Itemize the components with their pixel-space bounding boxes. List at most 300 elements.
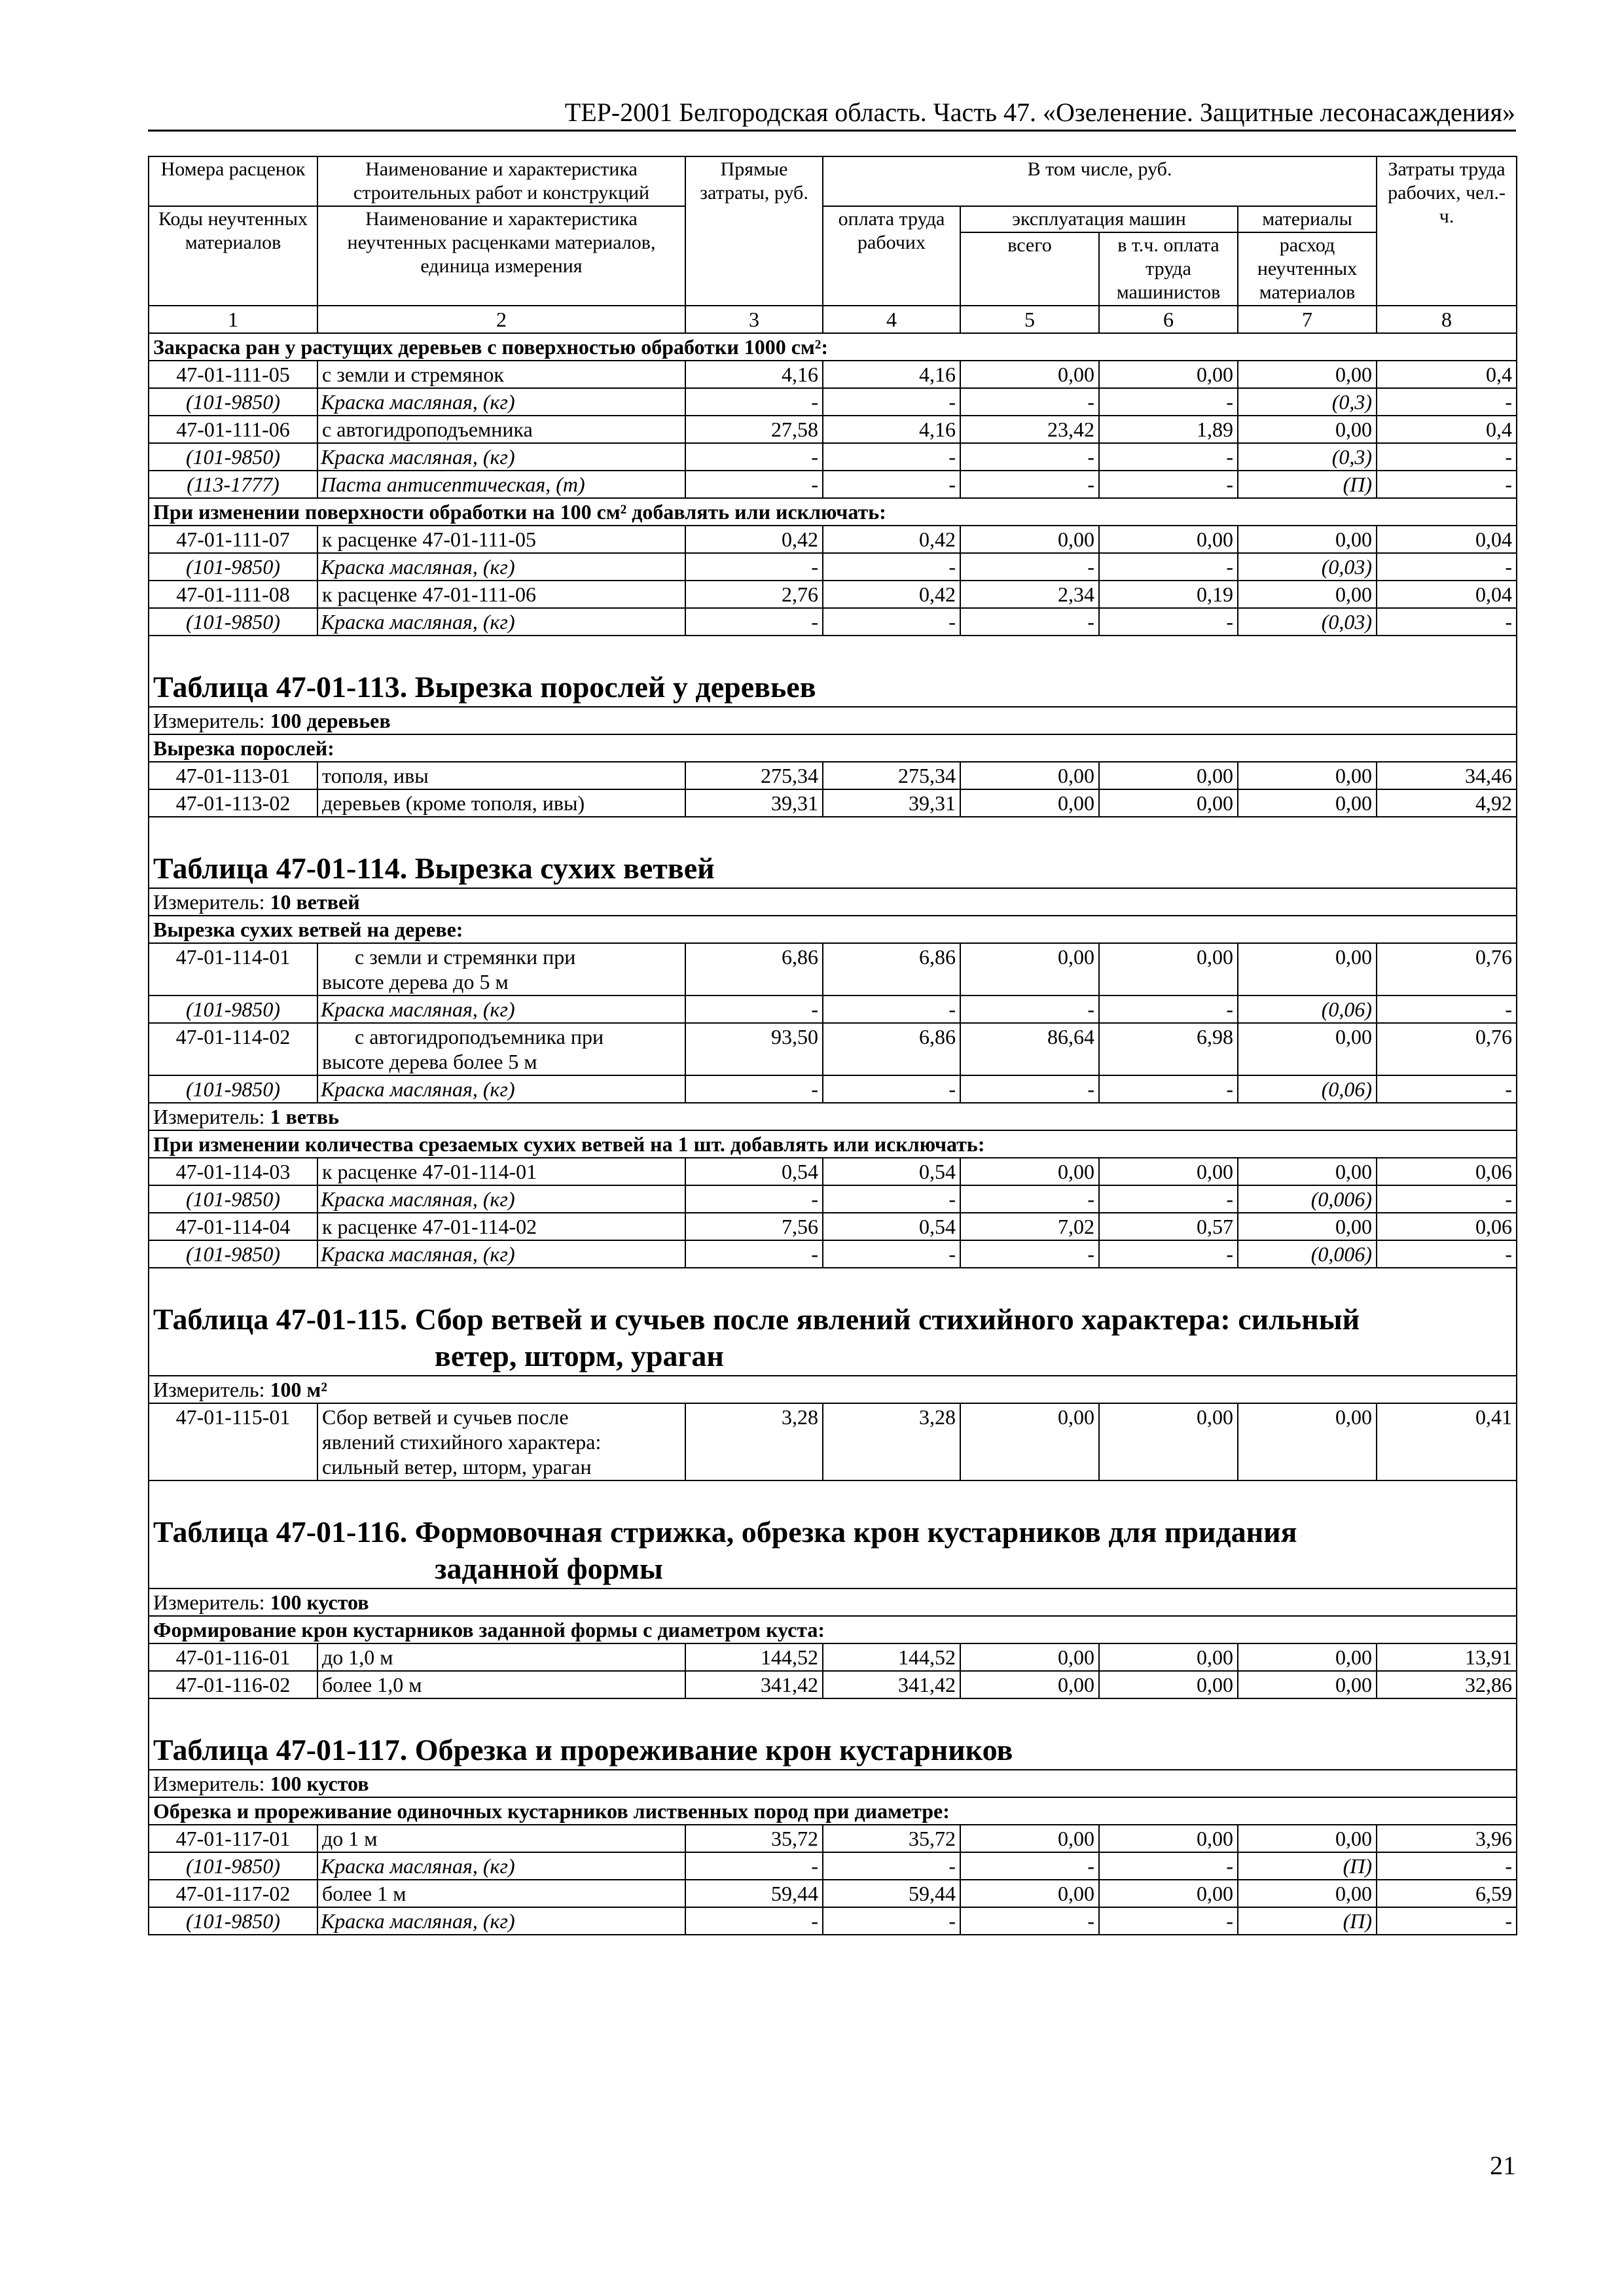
rate-code-cell: (101-9850) xyxy=(149,996,317,1023)
table-row xyxy=(149,1643,1517,1671)
machinist-pay-cell: - xyxy=(1099,1240,1238,1268)
materials-use-cell: 0,00 xyxy=(1238,416,1377,443)
machines-total-cell: 0,00 xyxy=(960,361,1099,388)
labor-pay-cell: 59,44 xyxy=(823,1880,960,1907)
direct-cost-cell: 6,86 xyxy=(685,943,823,996)
table-title-row xyxy=(149,1480,1517,1588)
measure-row xyxy=(149,1588,1517,1616)
description-cell: Краска масляная, (кг) xyxy=(317,388,685,416)
machinist-pay-cell: 0,57 xyxy=(1099,1213,1238,1240)
table-row xyxy=(149,1023,1517,1075)
table-row xyxy=(149,1907,1517,1935)
direct-cost-cell: 3,28 xyxy=(685,1403,823,1480)
table-row xyxy=(149,996,1517,1023)
table-row xyxy=(149,789,1517,817)
labor-hours-cell: 32,86 xyxy=(1377,1671,1517,1698)
description-cell: к расценке 47-01-114-01 xyxy=(317,1158,685,1185)
description-cell: к расценке 47-01-111-06 xyxy=(317,581,685,608)
description-line: Сбор ветвей и сучьев после xyxy=(322,1405,569,1429)
labor-pay-cell: - xyxy=(823,388,960,416)
machinist-pay-cell: 0,00 xyxy=(1099,762,1238,789)
labor-pay-cell: - xyxy=(823,443,960,471)
rate-code-cell: 47-01-114-01 xyxy=(149,943,317,996)
direct-cost-cell: - xyxy=(685,996,823,1023)
col-number: 4 xyxy=(823,306,960,333)
machines-total-cell: - xyxy=(960,1240,1099,1268)
materials-use-cell: (0,03) xyxy=(1238,553,1377,581)
description-cell xyxy=(317,943,685,996)
table-row xyxy=(149,608,1517,636)
labor-hours-cell: 0,06 xyxy=(1377,1213,1517,1240)
table-row xyxy=(149,388,1517,416)
rate-code-cell: (101-9850) xyxy=(149,553,317,581)
section-heading: Обрезка и прореживание одиночных кустарников лиственных пород при диаметре: xyxy=(149,1797,1517,1825)
rate-code-cell: 47-01-114-04 xyxy=(149,1213,317,1240)
labor-pay-cell: 0,54 xyxy=(823,1213,960,1240)
col-number: 3 xyxy=(685,306,823,333)
machinist-pay-cell: 0,00 xyxy=(1099,789,1238,817)
labor-pay-cell: 0,42 xyxy=(823,581,960,608)
direct-cost-cell: - xyxy=(685,1907,823,1935)
rate-code-cell: 47-01-117-02 xyxy=(149,1880,317,1907)
direct-cost-cell: - xyxy=(685,388,823,416)
labor-hours-cell: - xyxy=(1377,1075,1517,1103)
labor-pay-cell: - xyxy=(823,608,960,636)
measure-line xyxy=(149,1588,1517,1616)
col-number: 2 xyxy=(317,306,685,333)
labor-pay-cell: 39,31 xyxy=(823,789,960,817)
table-row xyxy=(149,443,1517,471)
description-cell: Краска масляная, (кг) xyxy=(317,1852,685,1880)
machinist-pay-cell: 0,19 xyxy=(1099,581,1238,608)
table-row xyxy=(149,762,1517,789)
description-cell: Краска масляная, (кг) xyxy=(317,1240,685,1268)
machines-total-cell: 86,64 xyxy=(960,1023,1099,1075)
description-cell xyxy=(317,1023,685,1075)
machines-total-cell: 0,00 xyxy=(960,1158,1099,1185)
measure-row xyxy=(149,707,1517,734)
materials-use-cell: (0,06) xyxy=(1238,1075,1377,1103)
machinist-pay-cell: - xyxy=(1099,443,1238,471)
labor-hours-cell: 0,76 xyxy=(1377,943,1517,996)
materials-use-cell: 0,00 xyxy=(1238,762,1377,789)
labor-pay-cell: 4,16 xyxy=(823,416,960,443)
labor-pay-cell: 3,28 xyxy=(823,1403,960,1480)
labor-hours-cell: 13,91 xyxy=(1377,1643,1517,1671)
section-heading: Вырезка сухих ветвей на дереве: xyxy=(149,916,1517,943)
direct-cost-cell: 275,34 xyxy=(685,762,823,789)
materials-use-cell: (0,06) xyxy=(1238,996,1377,1023)
description-cell: Краска масляная, (кг) xyxy=(317,443,685,471)
direct-cost-cell: 35,72 xyxy=(685,1825,823,1852)
rate-code-cell: 47-01-111-05 xyxy=(149,361,317,388)
machinist-pay-cell: - xyxy=(1099,608,1238,636)
machines-total-cell: - xyxy=(960,996,1099,1023)
col8-header: Затраты труда рабочих, чел.-ч. xyxy=(1377,156,1517,306)
labor-hours-cell: 0,4 xyxy=(1377,361,1517,388)
table-row xyxy=(149,1825,1517,1852)
description-cell: Краска масляная, (кг) xyxy=(317,1185,685,1213)
measure-line xyxy=(149,888,1517,916)
machinist-pay-cell: 0,00 xyxy=(1099,943,1238,996)
direct-cost-cell: - xyxy=(685,553,823,581)
direct-cost-cell: 341,42 xyxy=(685,1671,823,1698)
labor-hours-cell: 0,76 xyxy=(1377,1023,1517,1075)
labor-hours-cell: 0,4 xyxy=(1377,416,1517,443)
materials-header: материалы xyxy=(1238,206,1377,232)
header-row-2 xyxy=(149,206,1517,232)
labor-pay-cell: 35,72 xyxy=(823,1825,960,1852)
materials-use-cell: 0,00 xyxy=(1238,1158,1377,1185)
measure-value: 100 кустов xyxy=(270,1772,369,1795)
table-title-line2: ветер, шторм, ураган xyxy=(435,1339,724,1372)
materials-use-cell: 0,00 xyxy=(1238,581,1377,608)
description-cell: тополя, ивы xyxy=(317,762,685,789)
table-title-row xyxy=(149,817,1517,888)
description-cell: с автогидроподъемника xyxy=(317,416,685,443)
machinist-pay-cell: 0,00 xyxy=(1099,1158,1238,1185)
machinist-pay-cell: 0,00 xyxy=(1099,1825,1238,1852)
table-row xyxy=(149,1880,1517,1907)
machinist-pay-cell: 0,00 xyxy=(1099,1403,1238,1480)
rate-code-cell: 47-01-115-01 xyxy=(149,1403,317,1480)
direct-cost-cell: 39,31 xyxy=(685,789,823,817)
description-line: высоте дерева до 5 м xyxy=(322,970,509,994)
col-number: 8 xyxy=(1377,306,1517,333)
measure-line xyxy=(149,707,1517,734)
direct-cost-cell: - xyxy=(685,1185,823,1213)
labor-hours-cell: 6,59 xyxy=(1377,1880,1517,1907)
section-row xyxy=(149,916,1517,943)
section-heading: При изменении количества срезаемых сухих ветвей на 1 шт. добавлять или исключать: xyxy=(149,1130,1517,1158)
machines-total-cell: 0,00 xyxy=(960,1825,1099,1852)
labor-pay-cell: - xyxy=(823,553,960,581)
col1-top-header: Номера расценок xyxy=(149,156,317,206)
labor-hours-cell: - xyxy=(1377,1240,1517,1268)
direct-cost-cell: 93,50 xyxy=(685,1023,823,1075)
labor-hours-cell: - xyxy=(1377,388,1517,416)
column-numbers-row xyxy=(149,306,1517,333)
section-heading: Вырезка порослей: xyxy=(149,734,1517,762)
rate-code-cell: 47-01-113-02 xyxy=(149,789,317,817)
table-title: Таблица 47-01-114. Вырезка сухих ветвей xyxy=(149,817,1517,888)
section-row xyxy=(149,333,1517,361)
table-row xyxy=(149,943,1517,996)
description-cell: Краска масляная, (кг) xyxy=(317,1907,685,1935)
labor-hours-cell: - xyxy=(1377,443,1517,471)
table-title-row xyxy=(149,636,1517,707)
measure-value: 1 ветвь xyxy=(270,1105,339,1128)
direct-cost-cell: 144,52 xyxy=(685,1643,823,1671)
machines-header: эксплуатация машин xyxy=(960,206,1238,232)
machinist-pay-cell: - xyxy=(1099,1075,1238,1103)
table-title: Таблица 47-01-117. Обрезка и прореживание крон кустарников xyxy=(149,1698,1517,1770)
rate-code-cell: (101-9850) xyxy=(149,1075,317,1103)
table-title-line2: заданной формы xyxy=(435,1552,663,1585)
description-cell: Паста антисептическая, (т) xyxy=(317,471,685,498)
labor-pay-cell: 4,16 xyxy=(823,361,960,388)
measure-value: 100 кустов xyxy=(270,1590,369,1614)
machines-total-cell: - xyxy=(960,608,1099,636)
rate-code-cell: 47-01-117-01 xyxy=(149,1825,317,1852)
section-heading: При изменении поверхности обработки на 100 см² добавлять или исключать: xyxy=(149,498,1517,526)
measure-value: 100 м² xyxy=(270,1378,327,1401)
labor-pay-cell: - xyxy=(823,1075,960,1103)
machinist-pay-cell: 0,00 xyxy=(1099,1643,1238,1671)
rate-code-cell: (101-9850) xyxy=(149,443,317,471)
machinist-pay-cell: 0,00 xyxy=(1099,1880,1238,1907)
rate-code-cell: (101-9850) xyxy=(149,1240,317,1268)
direct-cost-cell: 0,54 xyxy=(685,1158,823,1185)
labor-pay-cell: 275,34 xyxy=(823,762,960,789)
machines-total-cell: - xyxy=(960,388,1099,416)
materials-use-cell: (0,3) xyxy=(1238,443,1377,471)
measure-row xyxy=(149,1376,1517,1403)
measure-row xyxy=(149,1103,1517,1130)
direct-cost-cell: - xyxy=(685,1240,823,1268)
table-title xyxy=(149,1480,1517,1588)
rate-code-cell: 47-01-114-02 xyxy=(149,1023,317,1075)
description-cell: до 1,0 м xyxy=(317,1643,685,1671)
description-line: с земли и стремянки при xyxy=(355,945,576,969)
section-row xyxy=(149,1616,1517,1643)
col4-header: оплата труда рабочих xyxy=(823,206,960,306)
materials-use-cell: 0,00 xyxy=(1238,789,1377,817)
machines-total-cell: 2,34 xyxy=(960,581,1099,608)
rate-code-cell: (101-9850) xyxy=(149,1185,317,1213)
labor-hours-cell: 3,96 xyxy=(1377,1825,1517,1852)
labor-hours-cell: - xyxy=(1377,608,1517,636)
table-title-row xyxy=(149,1698,1517,1770)
direct-cost-cell: 4,16 xyxy=(685,361,823,388)
labor-hours-cell: - xyxy=(1377,1185,1517,1213)
rate-code-cell: (101-9850) xyxy=(149,1852,317,1880)
description-cell xyxy=(317,1403,685,1480)
machines-total-cell: 0,00 xyxy=(960,789,1099,817)
machinist-pay-cell: - xyxy=(1099,553,1238,581)
col1-bottom-header: Коды неучтенных материалов xyxy=(149,206,317,306)
labor-hours-cell: 0,41 xyxy=(1377,1403,1517,1480)
labor-pay-cell: 0,42 xyxy=(823,526,960,553)
description-cell: более 1,0 м xyxy=(317,1671,685,1698)
labor-hours-cell: 4,92 xyxy=(1377,789,1517,817)
description-line: с автогидроподъемника при xyxy=(355,1025,604,1049)
header-row-1 xyxy=(149,156,1517,206)
materials-use-cell: 0,00 xyxy=(1238,1213,1377,1240)
machines-total-cell: 0,00 xyxy=(960,526,1099,553)
labor-pay-cell: - xyxy=(823,471,960,498)
machines-total-cell: 0,00 xyxy=(960,762,1099,789)
machines-total-cell: 0,00 xyxy=(960,1671,1099,1698)
machinist-pay-cell: - xyxy=(1099,388,1238,416)
page-number: 21 xyxy=(1490,2151,1516,2180)
direct-cost-cell: 59,44 xyxy=(685,1880,823,1907)
machinist-pay-cell: - xyxy=(1099,996,1238,1023)
rate-code-cell: 47-01-116-01 xyxy=(149,1643,317,1671)
description-line: явлений стихийного характера: xyxy=(322,1430,602,1454)
measure-value: 100 деревьев xyxy=(270,709,391,732)
table-title-line1: Таблица 47-01-115. Сбор ветвей и сучьев после явлений стихийного характера: сильный xyxy=(153,1302,1360,1336)
table-row xyxy=(149,416,1517,443)
table-row xyxy=(149,526,1517,553)
labor-pay-cell: 6,86 xyxy=(823,1023,960,1075)
table-row xyxy=(149,1213,1517,1240)
rate-code-cell: 47-01-114-03 xyxy=(149,1158,317,1185)
direct-cost-cell: 2,76 xyxy=(685,581,823,608)
labor-hours-cell: - xyxy=(1377,1852,1517,1880)
header-rule xyxy=(148,130,1516,132)
description-line: высоте дерева более 5 м xyxy=(322,1050,537,1073)
table-row xyxy=(149,1158,1517,1185)
materials-use-cell: (0,006) xyxy=(1238,1185,1377,1213)
materials-use-cell: 0,00 xyxy=(1238,361,1377,388)
machinist-pay-cell: 1,89 xyxy=(1099,416,1238,443)
rate-code-cell: (101-9850) xyxy=(149,1907,317,1935)
description-cell: к расценке 47-01-114-02 xyxy=(317,1213,685,1240)
labor-hours-cell: - xyxy=(1377,996,1517,1023)
measure-label: Измеритель: xyxy=(153,890,265,914)
measure-line xyxy=(149,1770,1517,1797)
labor-hours-cell: 0,06 xyxy=(1377,1158,1517,1185)
direct-cost-cell: - xyxy=(685,608,823,636)
direct-cost-cell: 7,56 xyxy=(685,1213,823,1240)
direct-cost-cell: 27,58 xyxy=(685,416,823,443)
materials-use-cell: 0,00 xyxy=(1238,943,1377,996)
section-heading: Закраска ран у растущих деревьев с поверхностью обработки 1000 см²: xyxy=(149,333,1517,361)
machinist-pay-cell: 0,00 xyxy=(1099,361,1238,388)
table-row xyxy=(149,1403,1517,1480)
description-cell: Краска масляная, (кг) xyxy=(317,553,685,581)
machinist-pay-cell: 0,00 xyxy=(1099,1671,1238,1698)
labor-pay-cell: 144,52 xyxy=(823,1643,960,1671)
direct-cost-cell: - xyxy=(685,1852,823,1880)
table-row xyxy=(149,1185,1517,1213)
direct-cost-cell: - xyxy=(685,471,823,498)
table-row xyxy=(149,1240,1517,1268)
machines-total-cell: 0,00 xyxy=(960,943,1099,996)
machinist-pay-cell: - xyxy=(1099,1907,1238,1935)
machines-total-cell: 0,00 xyxy=(960,1643,1099,1671)
labor-pay-cell: - xyxy=(823,1852,960,1880)
measure-row xyxy=(149,888,1517,916)
machines-total-cell: 7,02 xyxy=(960,1213,1099,1240)
measure-label: Измеритель: xyxy=(153,1105,265,1128)
description-cell: деревьев (кроме тополя, ивы) xyxy=(317,789,685,817)
materials-use-cell: (П) xyxy=(1238,1907,1377,1935)
table-row xyxy=(149,1075,1517,1103)
labor-pay-cell: - xyxy=(823,996,960,1023)
col-number: 7 xyxy=(1238,306,1377,333)
labor-hours-cell: 34,46 xyxy=(1377,762,1517,789)
col2-top-header: Наименование и характеристика строительных работ и конструкций xyxy=(317,156,685,206)
machinist-pay-cell: - xyxy=(1099,1185,1238,1213)
labor-hours-cell: 0,04 xyxy=(1377,581,1517,608)
rate-code-cell: 47-01-113-01 xyxy=(149,762,317,789)
col7-header: расход неучтенных материалов xyxy=(1238,232,1377,306)
section-row xyxy=(149,734,1517,762)
group-header: В том числе, руб. xyxy=(823,156,1377,206)
materials-use-cell: 0,00 xyxy=(1238,1671,1377,1698)
machinist-pay-cell: 0,00 xyxy=(1099,526,1238,553)
measure-value: 10 ветвей xyxy=(270,890,360,914)
description-cell: до 1 м xyxy=(317,1825,685,1852)
page-header-title: ТЕР-2001 Белгородская область. Часть 47. «Озеленение. Защитные лесонасаждения» xyxy=(564,98,1515,127)
measure-line xyxy=(149,1376,1517,1403)
materials-use-cell: (0,03) xyxy=(1238,608,1377,636)
machines-total-cell: - xyxy=(960,1852,1099,1880)
rate-code-cell: (101-9850) xyxy=(149,608,317,636)
table-title: Таблица 47-01-113. Вырезка порослей у деревьев xyxy=(149,636,1517,707)
labor-hours-cell: - xyxy=(1377,471,1517,498)
col-number: 5 xyxy=(960,306,1099,333)
rate-code-cell: 47-01-111-07 xyxy=(149,526,317,553)
materials-use-cell: (0,006) xyxy=(1238,1240,1377,1268)
labor-pay-cell: - xyxy=(823,1240,960,1268)
machinist-pay-cell: - xyxy=(1099,1852,1238,1880)
col6-header: в т.ч. оплата труда машинистов xyxy=(1099,232,1238,306)
measure-label: Измеритель: xyxy=(153,1378,265,1401)
measure-row xyxy=(149,1770,1517,1797)
section-heading: Формирование крон кустарников заданной формы с диаметром куста: xyxy=(149,1616,1517,1643)
rate-code-cell: (113-1777) xyxy=(149,471,317,498)
section-row xyxy=(149,1797,1517,1825)
materials-use-cell: 0,00 xyxy=(1238,1643,1377,1671)
machines-total-cell: - xyxy=(960,1075,1099,1103)
table-title-row xyxy=(149,1268,1517,1376)
table-row xyxy=(149,471,1517,498)
machinist-pay-cell: - xyxy=(1099,471,1238,498)
rate-code-cell: (101-9850) xyxy=(149,388,317,416)
table-row xyxy=(149,361,1517,388)
description-cell: более 1 м xyxy=(317,1880,685,1907)
machines-total-cell: 0,00 xyxy=(960,1880,1099,1907)
materials-use-cell: (П) xyxy=(1238,1852,1377,1880)
table-row xyxy=(149,553,1517,581)
measure-label: Измеритель: xyxy=(153,1590,265,1614)
materials-use-cell: 0,00 xyxy=(1238,1825,1377,1852)
materials-use-cell: 0,00 xyxy=(1238,1403,1377,1480)
rate-code-cell: 47-01-111-06 xyxy=(149,416,317,443)
machines-total-cell: - xyxy=(960,443,1099,471)
materials-use-cell: 0,00 xyxy=(1238,1880,1377,1907)
labor-pay-cell: 341,42 xyxy=(823,1671,960,1698)
col-number: 1 xyxy=(149,306,317,333)
description-cell: Краска масляная, (кг) xyxy=(317,608,685,636)
rate-code-cell: 47-01-111-08 xyxy=(149,581,317,608)
materials-use-cell: (0,3) xyxy=(1238,388,1377,416)
machines-total-cell: 0,00 xyxy=(960,1403,1099,1480)
section-row xyxy=(149,498,1517,526)
labor-pay-cell: - xyxy=(823,1185,960,1213)
measure-line xyxy=(149,1103,1517,1130)
col2-bottom-header: Наименование и характеристика неучтенных расценками материалов, единица измерения xyxy=(317,206,685,306)
description-line: сильный ветер, шторм, ураган xyxy=(322,1455,592,1479)
labor-hours-cell: - xyxy=(1377,1907,1517,1935)
col-number: 6 xyxy=(1099,306,1238,333)
table-title xyxy=(149,1268,1517,1376)
description-cell: Краска масляная, (кг) xyxy=(317,1075,685,1103)
machines-total-cell: - xyxy=(960,1185,1099,1213)
labor-pay-cell: 0,54 xyxy=(823,1158,960,1185)
measure-label: Измеритель: xyxy=(153,1772,265,1795)
materials-use-cell: 0,00 xyxy=(1238,526,1377,553)
direct-cost-cell: 0,42 xyxy=(685,526,823,553)
labor-hours-cell: - xyxy=(1377,553,1517,581)
description-cell: Краска масляная, (кг) xyxy=(317,996,685,1023)
machines-total-cell: - xyxy=(960,553,1099,581)
description-cell: к расценке 47-01-111-05 xyxy=(317,526,685,553)
materials-use-cell: (П) xyxy=(1238,471,1377,498)
